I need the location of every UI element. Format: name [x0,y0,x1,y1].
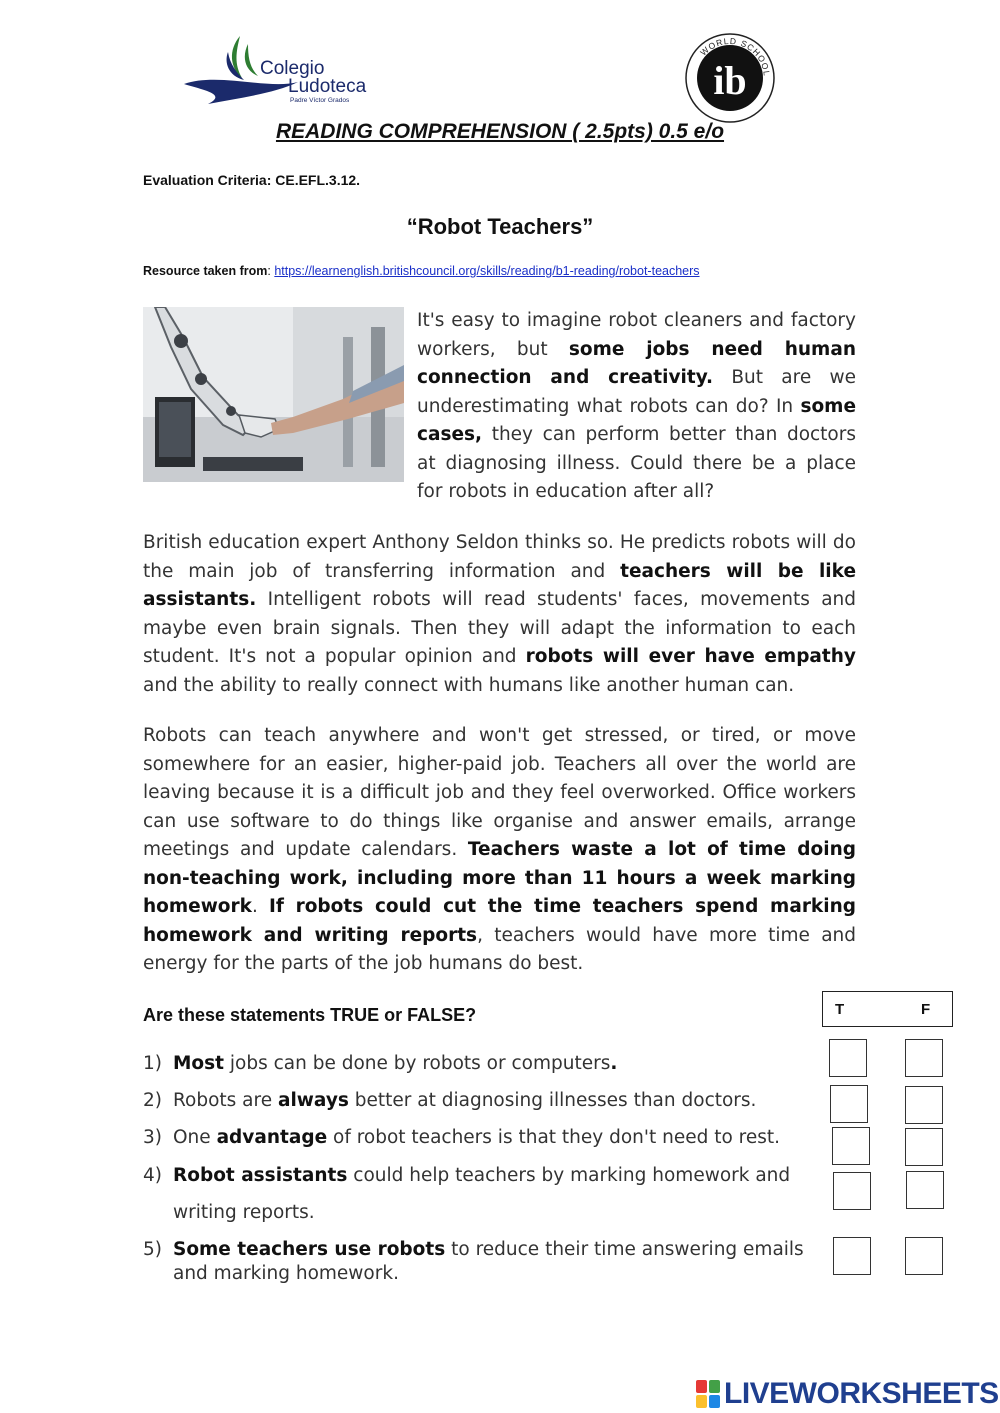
answer-box-3-false[interactable] [905,1128,943,1166]
story-title: “Robot Teachers” [406,214,594,239]
resource-line [143,264,700,278]
evaluation-criteria: Evaluation Criteria: CE.EFL.3.12. [143,172,361,188]
answer-box-5-false[interactable] [905,1237,943,1275]
answer-box-5-true[interactable] [833,1237,871,1275]
question-heading: Are these statements TRUE or FALSE? [143,1005,477,1025]
answer-box-3-true[interactable] [832,1127,870,1165]
svg-text:Padre Víctor Grados: Padre Víctor Grados [290,97,350,104]
colegio-ludoteca-logo [178,32,398,108]
statement-5: 5) Some teachers use robots to reduce their time answering emails and marking homework. [143,1239,804,1284]
ib-world-school-logo [682,28,778,124]
true-false-header [822,991,953,1027]
paragraph-2: British education expert Anthony Seldon thinks so. He predicts robots will do the main job of transferring information and teachers will be like assistants. Intelligent robots will read students' faces, movements and maybe even brain signals. Then they will adapt the information to each student. It's not a popular opinion and robots will ever have empathy and the ability to really connect with humans like another human can. [143,532,856,696]
answer-box-4-true[interactable] [833,1172,871,1210]
svg-text:Ludoteca: Ludoteca [288,76,367,97]
true-label: T [835,1001,845,1018]
answer-box-4-false[interactable] [906,1171,944,1209]
answer-box-1-false[interactable] [905,1039,943,1077]
answer-box-2-true[interactable] [830,1085,868,1123]
svg-text:ib: ib [713,58,747,103]
liveworksheets-brand [696,1376,999,1412]
answer-box-2-false[interactable] [905,1086,943,1124]
statement-2: 2) Robots are always better at diagnosing illnesses than doctors. [143,1090,757,1111]
liveworksheets-logo-icon [696,1380,720,1408]
false-label: F [921,1001,931,1018]
robot-handshake-photo [143,307,404,482]
answer-box-1-true[interactable] [829,1039,867,1077]
resource-separator: : [267,264,275,278]
resource-link[interactable]: https://learnenglish.britishcouncil.org/skills/reading/b1-reading/robot-teachers [274,264,700,278]
brand-text: LIVEWORKSHEETS [724,1377,999,1410]
resource-label: Resource taken from [143,264,268,278]
statement-4: 4) Robot assistants could help teachers by marking homework and writing reports. [143,1165,791,1223]
statement-1: 1) Most jobs can be done by robots or computers. [143,1053,618,1074]
page-title: READING COMPREHENSION ( 2.5pts) 0.5 e/o [275,120,725,143]
svg-text:Colegio: Colegio [260,58,325,79]
paragraph-1: It's easy to imagine robot cleaners and factory workers, but some jobs need human connection and creativity. But are we underestimating what robots can do? In some cases, they can perform better than doctors at diagnosing illness. Could there be a place for robots in education after all? [417,310,856,502]
statement-3: 3) One advantage of robot teachers is that they don't need to rest. [143,1127,781,1148]
paragraph-3: Robots can teach anywhere and won't get stressed, or tired, or move somewhere for an easier, higher-paid job. Teachers all over the world are leaving because it is a difficult job and they feel overworked. Office workers can use software to do things like organise and answer emails, arrange meetings and update calendars. Teachers waste a lot of time doing non-teaching work, including more than 11 hours a week marking homework. If robots could cut the time teachers spend marking homework and writing reports, teachers would have more time and energy for the parts of the job humans do best. [143,725,856,974]
svg-text:WORLD SCHOOL: WORLD SCHOOL [698,35,773,78]
